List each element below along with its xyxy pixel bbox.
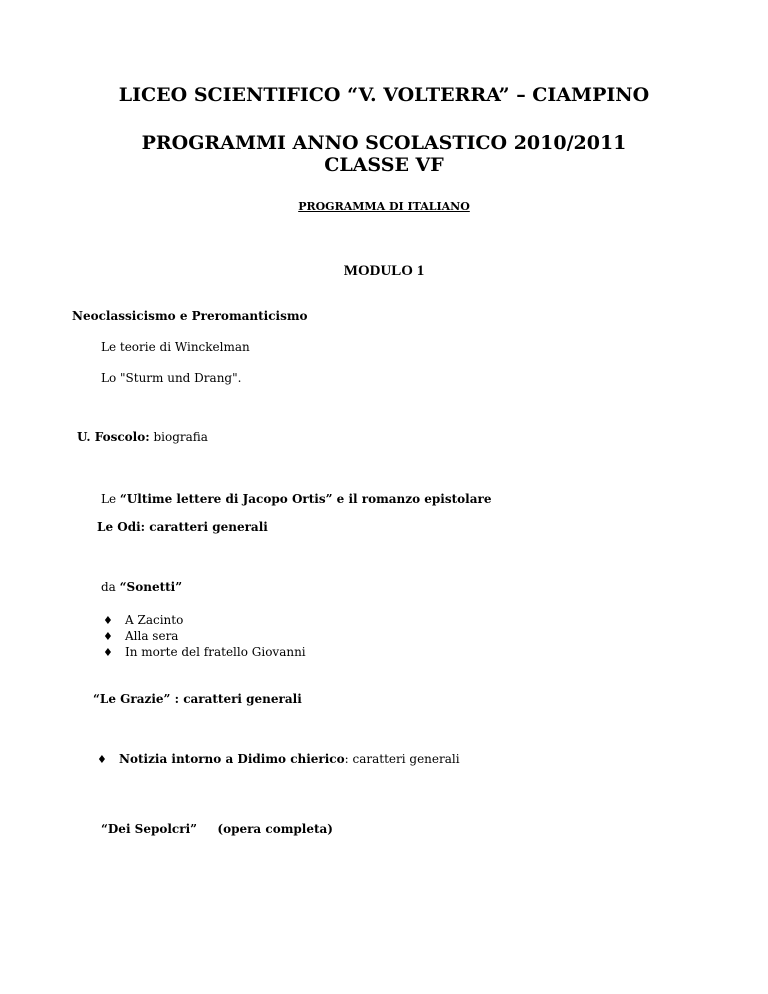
section-item-sturm: Lo "Sturm und Drang". <box>101 371 242 385</box>
diamond-bullet-icon: ♦ <box>103 630 113 643</box>
sepolcri-title: “Dei Sepolcri” <box>101 822 198 836</box>
didimo-rest: : caratteri generali <box>344 752 460 766</box>
section-item-winckelman: Le teorie di Winckelman <box>101 340 250 354</box>
sonetti-list-item <box>103 613 183 627</box>
classe-title: CLASSE VF <box>324 154 444 176</box>
sonetti-title: “Sonetti” <box>119 580 183 594</box>
sepolcri-line <box>101 822 333 836</box>
school-title: LICEO SCIENTIFICO “V. VOLTERRA” – CIAMPINO <box>118 84 650 106</box>
diamond-bullet-icon: ♦ <box>103 646 113 659</box>
grazie-line: “Le Grazie” : caratteri generali <box>93 692 302 706</box>
didimo-title: Notizia intorno a Didimo chierico <box>119 752 345 766</box>
section-neoclassicismo-title: Neoclassicismo e Preromanticismo <box>72 309 308 323</box>
ortis-title: “Ultime lettere di Jacopo Ortis” e il romanzo epistolare <box>119 492 492 506</box>
sonetti-list-item <box>103 629 178 643</box>
programmi-title: PROGRAMMI ANNO SCOLASTICO 2010/2011 <box>141 132 627 154</box>
subject-title: PROGRAMMA DI ITALIANO <box>298 200 470 213</box>
didimo-line <box>97 752 460 766</box>
modulo-heading: MODULO 1 <box>343 263 425 279</box>
foscolo-line <box>77 430 208 444</box>
sonetto-in-morte: In morte del fratello Giovanni <box>125 645 306 659</box>
sonetto-zacinto: A Zacinto <box>125 613 184 627</box>
ortis-line <box>101 492 491 506</box>
sonetto-alla-sera: Alla sera <box>125 629 179 643</box>
sonetti-line <box>101 580 182 594</box>
sepolcri-rest: (opera completa) <box>217 822 333 836</box>
sonetti-prefix: da <box>101 580 120 594</box>
ortis-prefix: Le <box>101 492 120 506</box>
odi-line: Le Odi: caratteri generali <box>97 520 268 534</box>
diamond-bullet-icon: ♦ <box>103 614 113 627</box>
diamond-bullet-icon: ♦ <box>97 753 107 766</box>
sonetti-list-item <box>103 645 306 659</box>
foscolo-biografia: biografia <box>149 430 208 444</box>
foscolo-name: U. Foscolo: <box>77 430 150 444</box>
